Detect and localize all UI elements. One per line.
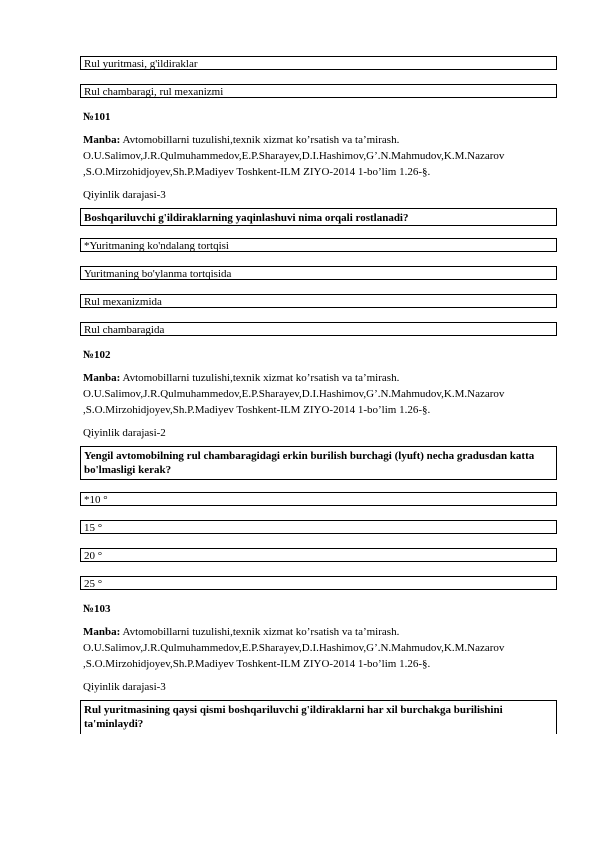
question-number: №103: [83, 603, 111, 615]
answer-option: Yuritmaning bo'ylanma tortqisida: [80, 266, 557, 280]
source-authors: O.U.Salimov,J.R.Qulmuhammedov,E.P.Sharayev,D.I.Hashimov,G’.N.Mahmudov,K.M.Nazarov: [83, 388, 505, 400]
source-label: Manba:: [83, 626, 121, 638]
source-block: [83, 132, 557, 180]
source-authors-cont: ,S.O.Mirzohidjoyev,Sh.P.Madiyev Toshkent-ILM ZIYO-2014 1-bo’lim 1.26-§.: [83, 658, 431, 670]
document-page: [80, 56, 557, 734]
difficulty-level: Qiyinlik darajasi-3: [83, 189, 166, 201]
answer-option: Rul mexanizmida: [80, 294, 557, 308]
question-number: №102: [83, 349, 111, 361]
answer-option: Rul chambaragida: [80, 322, 557, 336]
source-authors-cont: ,S.O.Mirzohidjoyev,Sh.P.Madiyev Toshkent-ILM ZIYO-2014 1-bo’lim 1.26-§.: [83, 166, 431, 178]
answer-option: *10 °: [80, 492, 557, 506]
question-text: Boshqariluvchi g'ildiraklarning yaqinlashuvi nima orqali rostlanadi?: [80, 208, 557, 226]
question-number: №101: [83, 111, 111, 123]
source-block: [83, 624, 557, 672]
answer-option: 25 °: [80, 576, 557, 590]
difficulty-level: Qiyinlik darajasi-3: [83, 681, 166, 693]
source-label: Manba:: [83, 372, 121, 384]
answer-option: *Yuritmaning ko'ndalang tortqisi: [80, 238, 557, 252]
source-text: Avtomobillarni tuzulishi,texnik xizmat ko’rsatish va ta’mirash.: [122, 372, 400, 384]
difficulty-level: Qiyinlik darajasi-2: [83, 427, 166, 439]
answer-option: Rul yuritmasi, g'ildiraklar: [80, 56, 557, 70]
question-text: Rul yuritmasining qaysi qismi boshqariluvchi g'ildiraklarni har xil burchakga burilishini ta'minlaydi?: [80, 700, 557, 734]
source-text: Avtomobillarni tuzulishi,texnik xizmat ko’rsatish va ta’mirash.: [122, 626, 400, 638]
answer-option: 20 °: [80, 548, 557, 562]
answer-option: Rul chambaragi, rul mexanizmi: [80, 84, 557, 98]
source-label: Manba:: [83, 134, 121, 146]
source-block: [83, 370, 557, 418]
source-authors: O.U.Salimov,J.R.Qulmuhammedov,E.P.Sharayev,D.I.Hashimov,G’.N.Mahmudov,K.M.Nazarov: [83, 642, 505, 654]
source-authors: O.U.Salimov,J.R.Qulmuhammedov,E.P.Sharayev,D.I.Hashimov,G’.N.Mahmudov,K.M.Nazarov: [83, 150, 505, 162]
source-text: Avtomobillarni tuzulishi,texnik xizmat ko’rsatish va ta’mirash.: [122, 134, 400, 146]
question-text: Yengil avtomobilning rul chambaragidagi erkin burilish burchagi (lyuft) necha gradusdan katta bo'lmasligi kerak?: [80, 446, 557, 480]
answer-option: 15 °: [80, 520, 557, 534]
source-authors-cont: ,S.O.Mirzohidjoyev,Sh.P.Madiyev Toshkent-ILM ZIYO-2014 1-bo’lim 1.26-§.: [83, 404, 431, 416]
